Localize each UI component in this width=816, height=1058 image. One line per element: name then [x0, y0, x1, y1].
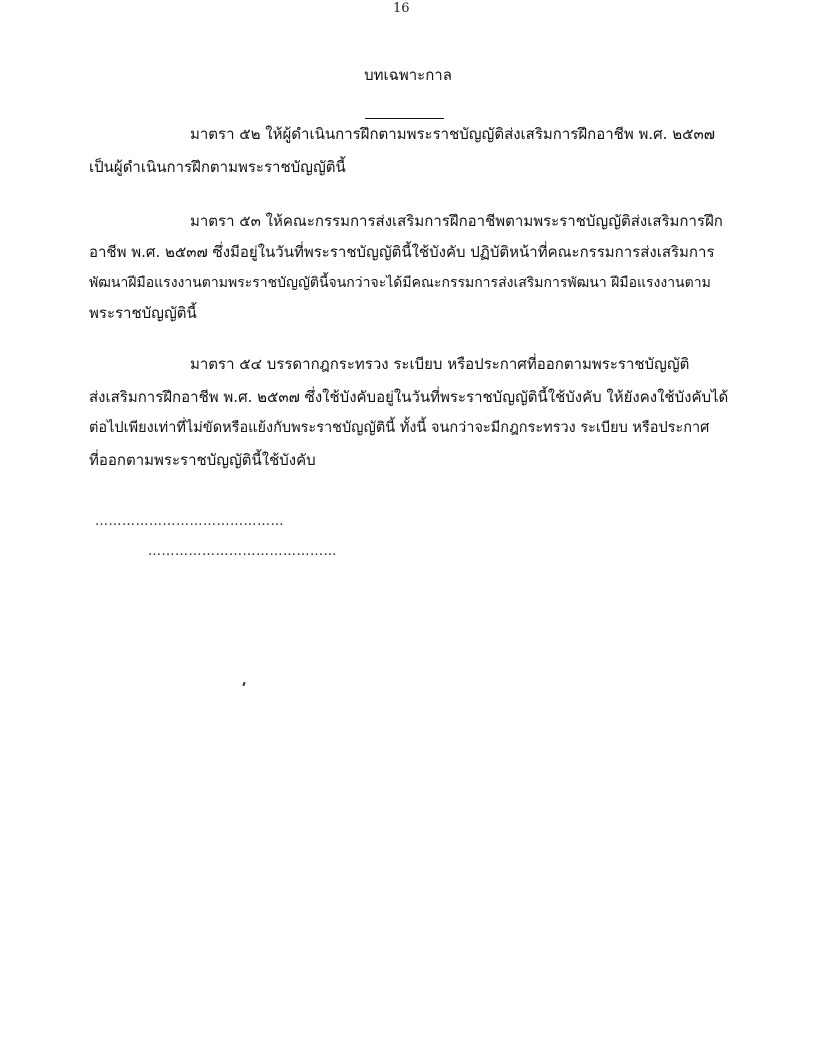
section-54-line-2: ส่งเสริมการฝึกอาชีพ พ.ศ. ๒๕๓๗ ซึ่งใช้บังคับอยู่ในวันที่พระราชบัญญัตินี้ใช้บังคับ ให้ยังคงใช้บังคับได้	[89, 388, 729, 406]
signature-dots-line-1: ……………………………………	[95, 514, 284, 529]
section-53-line-3: พัฒนาฝีมือแรงงานตามพระราชบัญญัตินี้จนกว่าจะได้มีคณะกรรมการส่งเสริมการพัฒนา ฝีมือแรงงานตาม	[89, 275, 711, 291]
section-54-line-3: ต่อไปเพียงเท่าที่ไม่ขัดหรือแย้งกับพระราชบัญญัตินี้ ทั้งนี้ จนกว่าจะมีกฎกระทรวง ระเบียบ หรือประกาศ	[89, 420, 710, 436]
section-54-line-1: มาตรา ๕๔ บรรดากฎกระทรวง ระเบียบ หรือประกาศที่ออกตามพระราชบัญญัติ	[190, 355, 690, 373]
section-53-line-2: อาชีพ พ.ศ. ๒๕๓๗ ซึ่งมีอยู่ในวันที่พระราชบัญญัตินี้ใช้บังคับ ปฏิบัติหน้าที่คณะกรรมการส่งเสริมการ	[89, 243, 715, 261]
section-52-line-1: มาตรา ๕๒ ให้ผู้ดำเนินการฝึกตามพระราชบัญญัติส่งเสริมการฝึกอาชีพ พ.ศ. ๒๕๓๗	[190, 125, 715, 143]
section-53-line-1: มาตรา ๕๓ ให้คณะกรรมการส่งเสริมการฝึกอาชีพตามพระราชบัญญัติส่งเสริมการฝึก	[190, 212, 723, 230]
title-underline	[365, 118, 444, 119]
chapter-title: บทเฉพาะกาล	[364, 66, 452, 84]
scan-speck	[242, 682, 245, 686]
section-54-line-4: ที่ออกตามพระราชบัญญัตินี้ใช้บังคับ	[89, 451, 316, 469]
signature-dots-line-2: ……………………………………	[148, 544, 337, 559]
section-52-line-2: เป็นผู้ดำเนินการฝึกตามพระราชบัญญัตินี้	[89, 158, 346, 176]
section-53-line-4: พระราชบัญญัตินี้	[89, 304, 197, 322]
page-number: 16	[393, 1, 410, 16]
